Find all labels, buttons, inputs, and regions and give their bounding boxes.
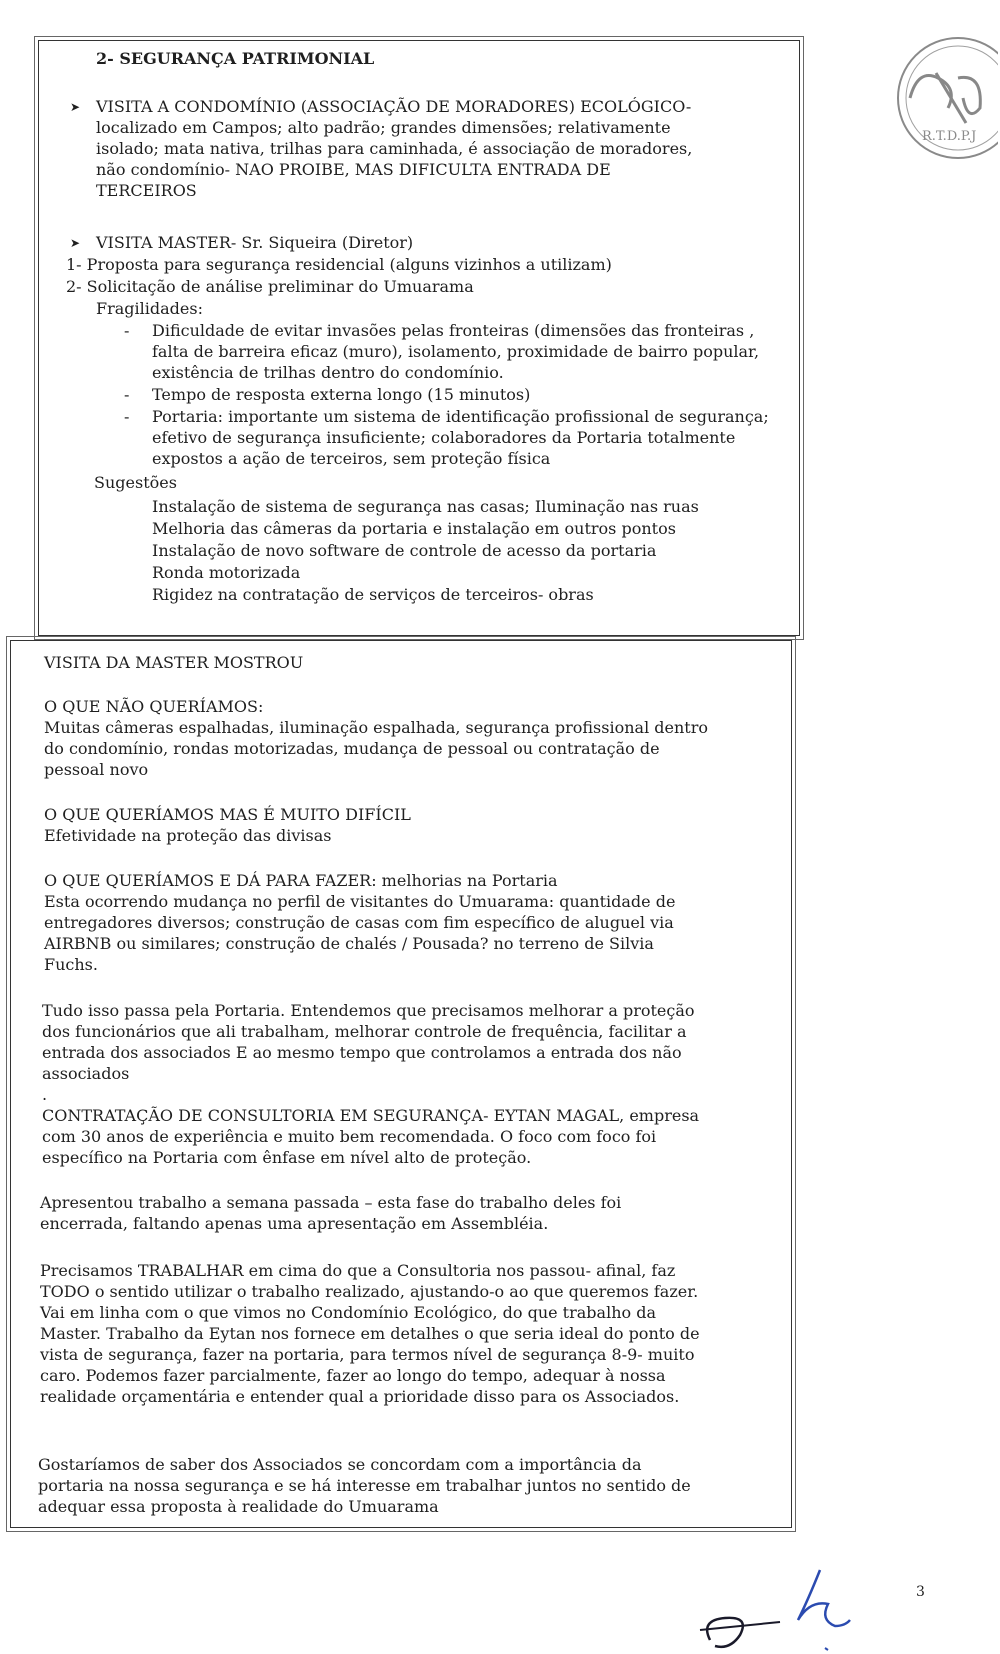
sugestao-line: Instalação de novo software de controle de acesso da portaria [152, 541, 657, 560]
section2-line: portaria na nossa segurança e se há interesse em trabalhar juntos no sentido de [38, 1476, 691, 1495]
list-item-2: 2- Solicitação de análise preliminar do Umuarama [66, 277, 474, 296]
section2-line: Efetividade na proteção das divisas [44, 826, 332, 845]
section2-line: Precisamos TRABALHAR em cima do que a Consultoria nos passou- afinal, faz [40, 1261, 676, 1280]
visita-condominio-line: isolado; mata nativa, trilhas para caminhada, é associação de moradores, [96, 139, 693, 158]
visita-condominio-line: localizado em Campos; alto padrão; grandes dimensões; relativamente [96, 118, 671, 137]
section2-line: CONTRATAÇÃO DE CONSULTORIA EM SEGURANÇA- EYTAN MAGAL, empresa [42, 1106, 700, 1125]
dash-bullet: - [124, 385, 130, 404]
fragilidade-line: expostos a ação de terceiros, sem proteção física [152, 449, 551, 468]
stamp-text: R.T.D.P.J [922, 129, 977, 144]
section2-line: Esta ocorrendo mudança no perfil de visitantes do Umuarama: quantidade de [44, 892, 676, 911]
sugestao-line: Instalação de sistema de segurança nas casas; Iluminação nas ruas [152, 497, 699, 516]
section2-line: pessoal novo [44, 760, 149, 779]
sugestao-line: Melhoria das câmeras da portaria e instalação em outros pontos [152, 519, 676, 538]
section2-line: associados [42, 1064, 130, 1083]
section2-line: Apresentou trabalho a semana passada – esta fase do trabalho deles foi [40, 1193, 622, 1212]
section2-line: TODO o sentido utilizar o trabalho realizado, ajustando-o ao que queremos fazer. [40, 1282, 699, 1301]
fragilidade-line: Tempo de resposta externa longo (15 minutos) [152, 385, 531, 404]
section2-line: específico na Portaria com ênfase em nível alto de proteção. [42, 1148, 532, 1167]
section2-line: Muitas câmeras espalhadas, iluminação espalhada, segurança profissional dentro [44, 718, 708, 737]
section2-line: vista de segurança, fazer na portaria, para termos nível de segurança 8-9- muito [40, 1345, 695, 1364]
section1-heading: 2- SEGURANÇA PATRIMONIAL [96, 49, 375, 68]
section2-line: caro. Podemos fazer parcialmente, fazer ao longo do tempo, adequar à nossa [40, 1366, 666, 1385]
fragilidade-line: efetivo de segurança insuficiente; colaboradores da Portaria totalmente [152, 428, 736, 447]
section2-line: O QUE QUERÍAMOS MAS É MUITO DIFÍCIL [44, 805, 411, 824]
visita-master-line: VISITA MASTER- Sr. Siqueira (Diretor) [96, 233, 414, 252]
section2-line: Fuchs. [44, 955, 98, 974]
section2-line: encerrada, faltando apenas uma apresentação em Assembléia. [40, 1214, 549, 1233]
section2-line: dos funcionários que ali trabalham, melhorar controle de frequência, facilitar a [42, 1022, 687, 1041]
visita-condominio-line: TERCEIROS [96, 181, 197, 200]
visita-condominio-line: não condomínio- NAO PROIBE, MAS DIFICULTA ENTRADA DE [96, 160, 611, 179]
section2-line: adequar essa proposta à realidade do Umuarama [38, 1497, 439, 1516]
registry-stamp-icon [888, 28, 998, 162]
sugestao-line: Rigidez na contratação de serviços de terceiros- obras [152, 585, 594, 604]
fragilidade-line: falta de barreira eficaz (muro), isolamento, proximidade de bairro popular, [152, 342, 760, 361]
section2-line: Master. Trabalho da Eytan nos fornece em detalhes o que seria ideal do ponto de [40, 1324, 700, 1343]
section2-line: com 30 anos de experiência e muito bem recomendada. O foco com foco foi [42, 1127, 657, 1146]
section2-line: O QUE QUERÍAMOS E DÁ PARA FAZER: melhorias na Portaria [44, 871, 558, 890]
signature-icon [670, 1560, 900, 1654]
section2-line: O QUE NÃO QUERÍAMOS: [44, 697, 264, 716]
dash-bullet: - [124, 407, 130, 426]
fragilidade-line: existência de trilhas dentro do condomínio. [152, 363, 504, 382]
list-item-1: 1- Proposta para segurança residencial (alguns vizinhos a utilizam) [66, 255, 612, 274]
bullet-arrow-icon: ➤ [70, 236, 81, 250]
section2-line: Vai em linha com o que vimos no Condomínio Ecológico, do que trabalho da [40, 1303, 656, 1322]
section2-line: realidade orçamentária e entender qual a prioridade disso para os Associados. [40, 1387, 680, 1406]
section2-line: do condomínio, rondas motorizadas, mudança de pessoal ou contratação de [44, 739, 660, 758]
section2-line: VISITA DA MASTER MOSTROU [44, 653, 304, 672]
dash-bullet: - [124, 321, 130, 340]
sugestao-line: Ronda motorizada [152, 563, 301, 582]
bullet-arrow-icon: ➤ [70, 100, 81, 114]
section2-line: Tudo isso passa pela Portaria. Entendemos que precisamos melhorar a proteção [42, 1001, 695, 1020]
fragilidade-line: Portaria: importante um sistema de identificação profissional de segurança; [152, 407, 769, 426]
section2-line: Gostaríamos de saber dos Associados se concordam com a importância da [38, 1455, 642, 1474]
fragilidades-label: Fragilidades: [96, 299, 203, 318]
section2-line: entrada dos associados E ao mesmo tempo que controlamos a entrada dos não [42, 1043, 682, 1062]
sugestoes-label: Sugestões [94, 473, 177, 492]
section2-line: . [42, 1085, 48, 1104]
page-number: 3 [916, 1584, 925, 1600]
section2-line: AIRBNB ou similares; construção de chalés / Pousada? no terreno de Silvia [44, 934, 654, 953]
visita-condominio-line: VISITA A CONDOMÍNIO (ASSOCIAÇÃO DE MORADORES) ECOLÓGICO- [96, 97, 692, 116]
section2-line: entregadores diversos; construção de casas com fim específico de aluguel via [44, 913, 674, 932]
fragilidade-line: Dificuldade de evitar invasões pelas fronteiras (dimensões das fronteiras , [152, 321, 755, 340]
